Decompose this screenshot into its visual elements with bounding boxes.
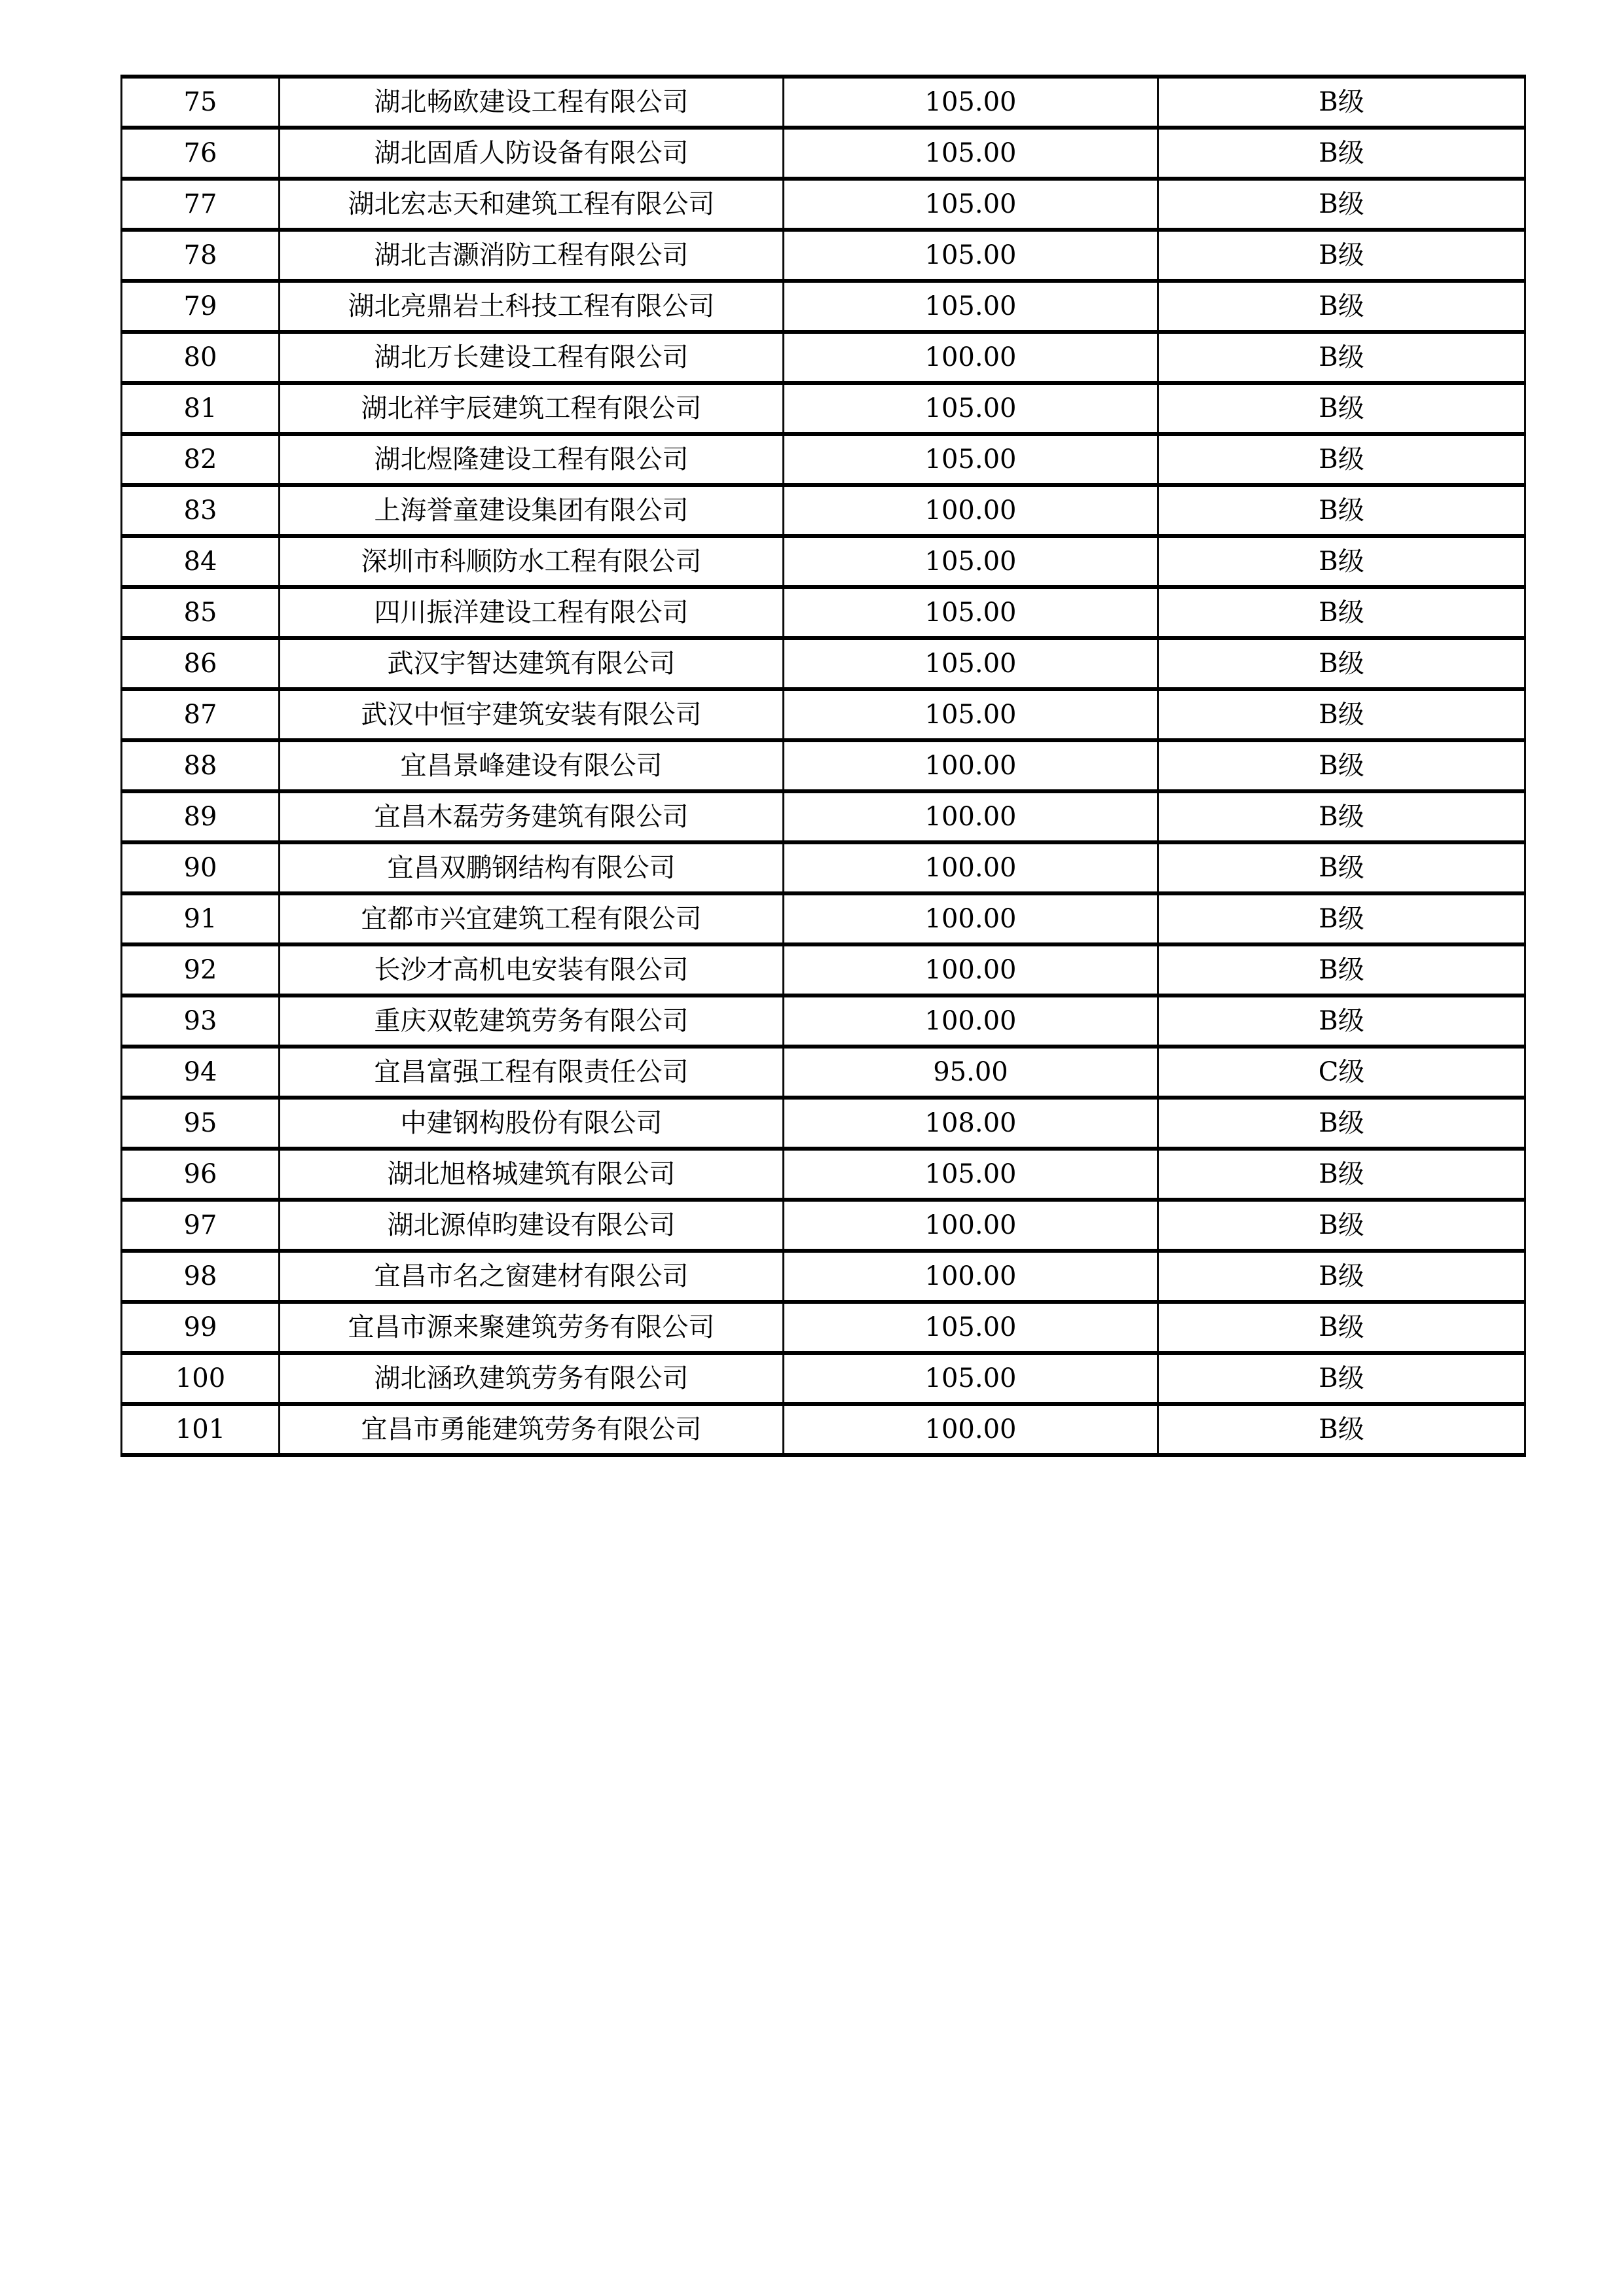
score-cell: 105.00: [784, 536, 1158, 587]
table-row: [122, 638, 1525, 689]
score-cell: 100.00: [784, 740, 1158, 791]
company-name-cell: 湖北宏志天和建筑工程有限公司: [280, 179, 784, 230]
table-row: [122, 1149, 1525, 1200]
company-name-cell: 湖北畅欧建设工程有限公司: [280, 77, 784, 128]
table-row: [122, 281, 1525, 332]
company-name-cell: 四川振洋建设工程有限公司: [280, 587, 784, 638]
row-number-cell: 95: [122, 1098, 280, 1149]
company-name-cell: 宜昌景峰建设有限公司: [280, 740, 784, 791]
company-name-cell: 长沙才高机电安装有限公司: [280, 944, 784, 996]
company-name-cell: 重庆双乾建筑劳务有限公司: [280, 996, 784, 1047]
company-name-cell: 中建钢构股份有限公司: [280, 1098, 784, 1149]
score-cell: 108.00: [784, 1098, 1158, 1149]
grade-cell: B级: [1158, 383, 1525, 434]
grade-cell: B级: [1158, 944, 1525, 996]
company-name-cell: 宜昌富强工程有限责任公司: [280, 1047, 784, 1098]
company-name-cell: 湖北万长建设工程有限公司: [280, 332, 784, 383]
table-row: [122, 740, 1525, 791]
grade-cell: B级: [1158, 1149, 1525, 1200]
score-cell: 100.00: [784, 791, 1158, 842]
score-cell: 100.00: [784, 332, 1158, 383]
score-cell: 105.00: [784, 281, 1158, 332]
grade-cell: B级: [1158, 1302, 1525, 1353]
table-row: [122, 179, 1525, 230]
row-number-cell: 97: [122, 1200, 280, 1251]
company-name-cell: 湖北固盾人防设备有限公司: [280, 128, 784, 179]
company-name-cell: 武汉宇智达建筑有限公司: [280, 638, 784, 689]
row-number-cell: 94: [122, 1047, 280, 1098]
company-name-cell: 湖北涵玖建筑劳务有限公司: [280, 1353, 784, 1404]
score-cell: 100.00: [784, 1404, 1158, 1455]
score-cell: 100.00: [784, 1251, 1158, 1302]
table-row: [122, 1353, 1525, 1404]
grade-cell: B级: [1158, 1404, 1525, 1455]
row-number-cell: 75: [122, 77, 280, 128]
score-cell: 105.00: [784, 179, 1158, 230]
table-row: [122, 944, 1525, 996]
row-number-cell: 98: [122, 1251, 280, 1302]
row-number-cell: 90: [122, 842, 280, 893]
row-number-cell: 81: [122, 383, 280, 434]
grade-cell: B级: [1158, 281, 1525, 332]
row-number-cell: 99: [122, 1302, 280, 1353]
company-name-cell: 湖北源倬昀建设有限公司: [280, 1200, 784, 1251]
row-number-cell: 89: [122, 791, 280, 842]
grade-cell: B级: [1158, 1098, 1525, 1149]
row-number-cell: 88: [122, 740, 280, 791]
table-row: [122, 383, 1525, 434]
company-name-cell: 宜昌市源来聚建筑劳务有限公司: [280, 1302, 784, 1353]
grade-cell: B级: [1158, 230, 1525, 281]
row-number-cell: 92: [122, 944, 280, 996]
grade-cell: B级: [1158, 536, 1525, 587]
row-number-cell: 85: [122, 587, 280, 638]
company-name-cell: 宜昌双鹏钢结构有限公司: [280, 842, 784, 893]
table-row: [122, 1098, 1525, 1149]
table-row: [122, 536, 1525, 587]
table-row: [122, 332, 1525, 383]
grade-cell: B级: [1158, 740, 1525, 791]
table-row: [122, 485, 1525, 536]
grade-cell: B级: [1158, 485, 1525, 536]
row-number-cell: 80: [122, 332, 280, 383]
row-number-cell: 83: [122, 485, 280, 536]
table-row: [122, 230, 1525, 281]
company-name-cell: 深圳市科顺防水工程有限公司: [280, 536, 784, 587]
table-row: [122, 1302, 1525, 1353]
score-cell: 105.00: [784, 689, 1158, 740]
grade-cell: B级: [1158, 179, 1525, 230]
grade-cell: C级: [1158, 1047, 1525, 1098]
table-row: [122, 842, 1525, 893]
score-cell: 100.00: [784, 996, 1158, 1047]
table-row: [122, 1404, 1525, 1455]
table-row: [122, 689, 1525, 740]
company-name-cell: 湖北煜隆建设工程有限公司: [280, 434, 784, 485]
company-name-cell: 宜昌市名之窗建材有限公司: [280, 1251, 784, 1302]
grade-cell: B级: [1158, 689, 1525, 740]
grade-cell: B级: [1158, 587, 1525, 638]
table-row: [122, 1047, 1525, 1098]
company-name-cell: 湖北旭格城建筑有限公司: [280, 1149, 784, 1200]
row-number-cell: 79: [122, 281, 280, 332]
grade-cell: B级: [1158, 128, 1525, 179]
table-row: [122, 128, 1525, 179]
grade-cell: B级: [1158, 77, 1525, 128]
company-name-cell: 宜昌木磊劳务建筑有限公司: [280, 791, 784, 842]
row-number-cell: 100: [122, 1353, 280, 1404]
score-cell: 100.00: [784, 842, 1158, 893]
row-number-cell: 93: [122, 996, 280, 1047]
score-cell: 105.00: [784, 383, 1158, 434]
row-number-cell: 96: [122, 1149, 280, 1200]
company-name-cell: 宜昌市勇能建筑劳务有限公司: [280, 1404, 784, 1455]
table-row: [122, 434, 1525, 485]
company-name-cell: 上海誉童建设集团有限公司: [280, 485, 784, 536]
grade-cell: B级: [1158, 791, 1525, 842]
row-number-cell: 87: [122, 689, 280, 740]
company-name-cell: 宜都市兴宜建筑工程有限公司: [280, 893, 784, 944]
grade-cell: B级: [1158, 1251, 1525, 1302]
table-row: [122, 791, 1525, 842]
score-cell: 105.00: [784, 1149, 1158, 1200]
score-cell: 100.00: [784, 485, 1158, 536]
score-cell: 105.00: [784, 1302, 1158, 1353]
score-cell: 100.00: [784, 1200, 1158, 1251]
row-number-cell: 77: [122, 179, 280, 230]
table-row: [122, 1200, 1525, 1251]
company-name-cell: 湖北吉灏消防工程有限公司: [280, 230, 784, 281]
row-number-cell: 84: [122, 536, 280, 587]
rating-table-body: [122, 77, 1525, 1455]
row-number-cell: 91: [122, 893, 280, 944]
table-row: [122, 1251, 1525, 1302]
company-rating-table: [120, 75, 1526, 1457]
grade-cell: B级: [1158, 1353, 1525, 1404]
grade-cell: B级: [1158, 434, 1525, 485]
table-row: [122, 587, 1525, 638]
score-cell: 105.00: [784, 128, 1158, 179]
grade-cell: B级: [1158, 893, 1525, 944]
table-row: [122, 77, 1525, 128]
score-cell: 105.00: [784, 638, 1158, 689]
grade-cell: B级: [1158, 842, 1525, 893]
row-number-cell: 82: [122, 434, 280, 485]
score-cell: 105.00: [784, 1353, 1158, 1404]
grade-cell: B级: [1158, 638, 1525, 689]
row-number-cell: 101: [122, 1404, 280, 1455]
table-row: [122, 893, 1525, 944]
row-number-cell: 86: [122, 638, 280, 689]
grade-cell: B级: [1158, 1200, 1525, 1251]
score-cell: 100.00: [784, 944, 1158, 996]
score-cell: 95.00: [784, 1047, 1158, 1098]
score-cell: 105.00: [784, 434, 1158, 485]
row-number-cell: 76: [122, 128, 280, 179]
company-name-cell: 湖北亮鼎岩土科技工程有限公司: [280, 281, 784, 332]
company-name-cell: 武汉中恒宇建筑安装有限公司: [280, 689, 784, 740]
score-cell: 105.00: [784, 587, 1158, 638]
row-number-cell: 78: [122, 230, 280, 281]
grade-cell: B级: [1158, 996, 1525, 1047]
grade-cell: B级: [1158, 332, 1525, 383]
score-cell: 100.00: [784, 893, 1158, 944]
table-row: [122, 996, 1525, 1047]
score-cell: 105.00: [784, 230, 1158, 281]
score-cell: 105.00: [784, 77, 1158, 128]
company-name-cell: 湖北祥宇辰建筑工程有限公司: [280, 383, 784, 434]
